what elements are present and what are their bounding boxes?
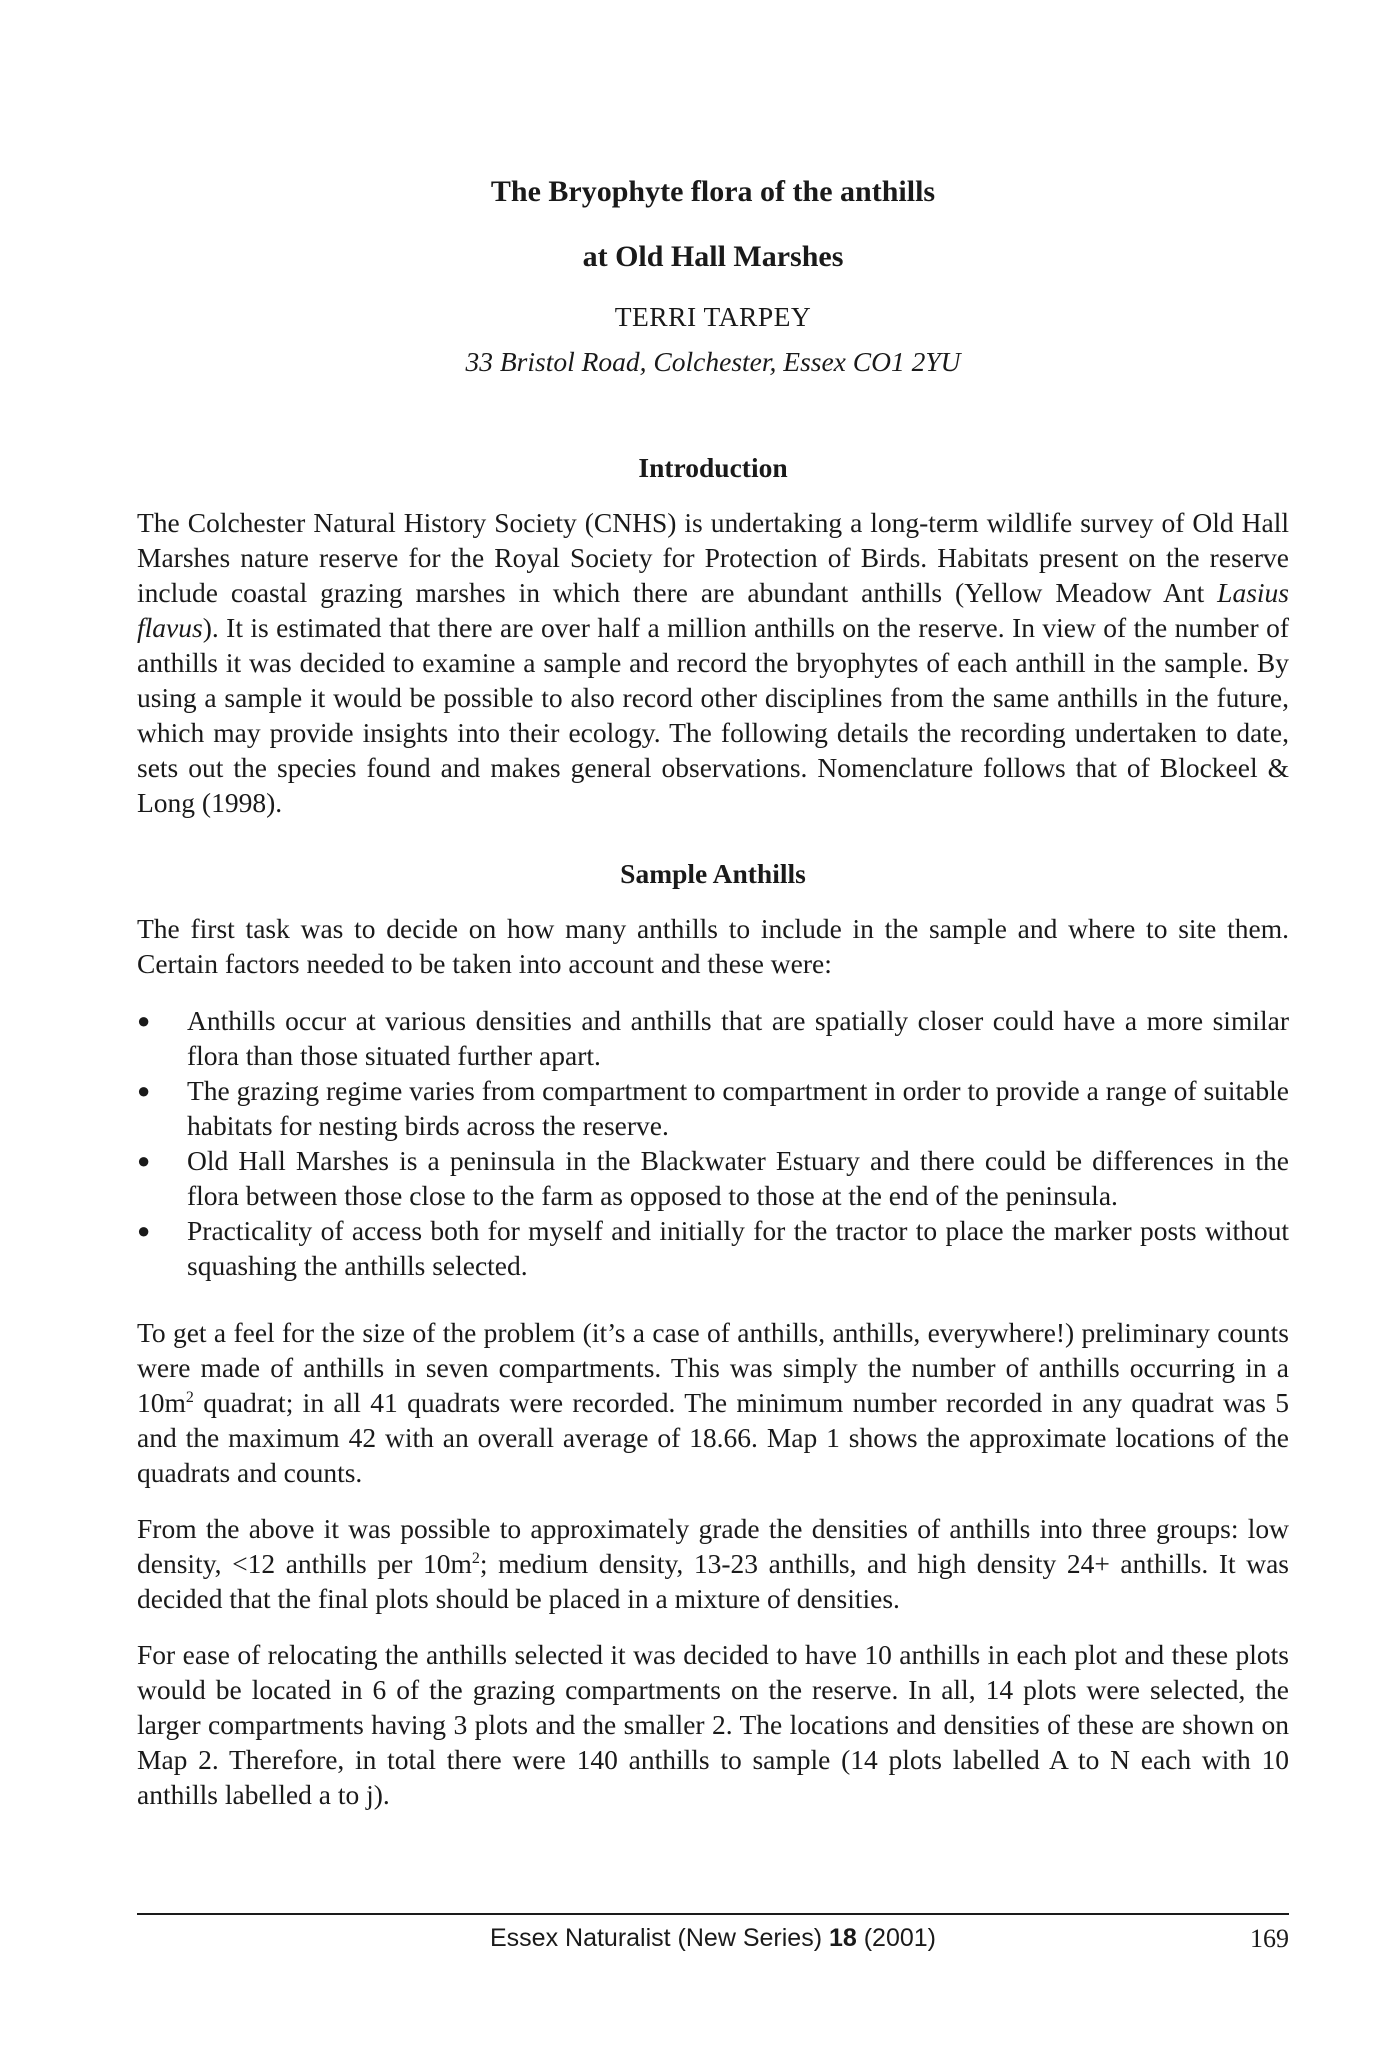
footer-divider — [137, 1913, 1289, 1915]
paragraph-text: quadrat; in all 41 quadrats were recorded. The minimum number recorded in any quadrat was 5 and the maximum 42 with an overall average of 18.66. Map 1 shows the approximate locations of the quadrats and counts. — [137, 1387, 1289, 1488]
journal-volume: 18 — [828, 1924, 857, 1952]
list-item-text: Old Hall Marshes is a peninsula in the Blackwater Estuary and there could be differences in the flora between those close to the farm as opposed to those at the end of the peninsula. — [187, 1145, 1289, 1211]
list-item — [137, 1213, 1289, 1283]
species-name: Lasius flavus — [137, 577, 1289, 643]
page-number: 169 — [1250, 1924, 1289, 1953]
author: TERRI TARPEY — [614, 301, 812, 332]
journal-citation — [137, 1924, 1289, 1953]
author-address: 33 Bristol Road, Colchester, Essex CO1 2YU — [465, 346, 961, 377]
title-line-2: at Old Hall Marshes — [582, 240, 844, 273]
paragraph-text: From the above it was possible to approximately grade the densities of anthills into three groups: low density, <12 anthills per 10m — [137, 1513, 1289, 1579]
list-item — [137, 1143, 1289, 1213]
journal-year: (2001) — [856, 1924, 936, 1952]
bullet-icon: ● — [137, 1218, 151, 1243]
list-item — [137, 1073, 1289, 1143]
sample-intro-paragraph: The first task was to decide on how many anthills to include in the sample and where to site them. Certain factors needed to be taken into account and these were: — [137, 913, 1289, 979]
page-footer — [137, 1924, 1289, 1958]
bullet-icon: ● — [137, 1148, 151, 1173]
paragraph-text: ; medium density, 13-23 anthills, and high density 24+ anthills. It was decided that the final plots should be placed in a mixture of densities. — [137, 1548, 1289, 1614]
list-item-text: Anthills occur at various densities and anthills that are spatially closer could have a more similar flora than those situated further apart. — [187, 1005, 1289, 1071]
bullet-icon: ● — [137, 1008, 151, 1033]
list-item — [137, 1003, 1289, 1073]
factors-list — [137, 1003, 1289, 1283]
list-item-text: The grazing regime varies from compartment to compartment in order to provide a range of suitable habitats for nesting birds across the reserve. — [187, 1075, 1289, 1141]
introduction-paragraph — [137, 505, 1289, 820]
journal-name: Essex Naturalist (New Series) — [489, 1924, 829, 1952]
preliminary-counts-paragraph — [137, 1315, 1289, 1490]
introduction-heading: Introduction — [638, 452, 788, 483]
superscript: 2 — [471, 1549, 480, 1567]
article-body — [137, 172, 1289, 1812]
intro-text-2: ). It is estimated that there are over half a million anthills on the reserve. In view of the number of anthills it was decided to examine a sample and record the bryophytes of each anthill in the sample. By using a sample it would be possible to also record other disciplines from the same anthills in the future, which may provide insights into their ecology. The following details the recording undertaken to date, sets out the species found and makes general observations. Nomenclature follows that of Blockeel & Long (1998). — [137, 612, 1289, 818]
title-line-1: The Bryophyte flora of the anthills — [490, 175, 936, 208]
list-item-text: Practicality of access both for myself and initially for the tractor to place the marker posts without squashing the anthills selected. — [187, 1215, 1289, 1281]
sample-anthills-heading: Sample Anthills — [620, 858, 806, 889]
intro-text-1: The Colchester Natural History Society (CNHS) is undertaking a long-term wildlife survey of Old Hall Marshes nature reserve for the Royal Society for Protection of Birds. Habitats present on the reserve include coastal grazing marshes in which there are abundant anthills (Yellow Meadow Ant — [137, 507, 1289, 608]
superscript: 2 — [185, 1388, 194, 1406]
bullet-icon: ● — [137, 1078, 151, 1103]
paragraph-text: To get a feel for the size of the problem (it’s a case of anthills, anthills, everywhere!) preliminary counts were made of anthills in seven compartments. This was simply the number of anthills occurring in a 10m — [137, 1317, 1289, 1418]
density-groups-paragraph — [137, 1511, 1289, 1616]
plots-paragraph: For ease of relocating the anthills selected it was decided to have 10 anthills in each plot and these plots would be located in 6 of the grazing compartments on the reserve. In all, 14 plots were selected, the larger compartments having 3 plots and the smaller 2. The locations and densities of these are shown on Map 2. Therefore, in total there were 140 anthills to sample (14 plots labelled A to N each with 10 anthills labelled a to j). — [137, 1639, 1289, 1810]
